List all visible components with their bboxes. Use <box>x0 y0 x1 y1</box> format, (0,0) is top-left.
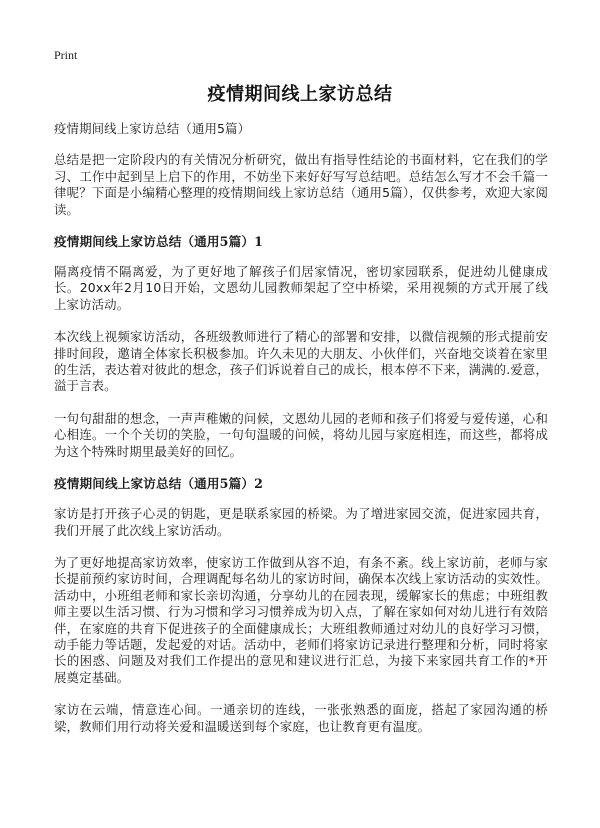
document-subtitle: 疫情期间线上家访总结（通用5篇） <box>54 121 251 136</box>
section-2-paragraph-2: 为了更好地提高家访效率，使家访工作做到从容不迫，有条不紊。线上家访前，老师与家长提前预约家访时间，合理调配每名幼儿的家访时间，确保本次线上家访活动的实效性。活动中，小班组老师和家长亲切沟通，分享幼儿的在园表现，缓解家长的焦虑；中班组教师主要以生活习惯、行为习惯和学习习惯养成为切入点，了解在家如何对幼儿进行有效陪伴，在家庭的共育下促进孩子的全面健康成长；大班组教师通过对幼儿的良好学习习惯，动手能力等话题，发起爱的对话。活动中，老师们将家访记录进行整理和分析，同时将家长的困惑、问题及对我们工作提出的意见和建议进行汇总，为接下来家园共育工作的*开展奠定基础。 <box>54 554 548 685</box>
section-2-paragraph-3: 家访在云端，情意连心间。一通亲切的连线，一张张熟悉的面庞，搭起了家园沟通的桥梁，教师们用行动将关爱和温暖送到每个家庭，也让教育更有温度。 <box>54 702 548 734</box>
section-2-paragraph-1: 家访是打开孩子心灵的钥匙，更是联系家园的桥梁。为了增进家园交流，促进家园共育，我们开展了此次线上家访活动。 <box>54 506 548 538</box>
section-heading-2: 疫情期间线上家访总结（通用5篇）2 <box>54 476 263 492</box>
document-title: 疫情期间线上家访总结 <box>207 84 393 105</box>
intro-paragraph: 总结是把一定阶段内的有关情况分析研究，做出有指导性结论的书面材料，它在我们的学习、工作中起到呈上启下的作用，不妨坐下来好好写写总结吧。总结怎么写才不会千篇一律呢？下面是小编精心整理的疫情期间线上家访总结（通用5篇），仅供参考，欢迎大家阅读。 <box>54 152 548 217</box>
section-1-paragraph-1: 隔离疫情不隔离爱，为了更好地了解孩子们居家情况，密切家园联系，促进幼儿健康成长。20xx年2月10日开始，文恩幼儿园教师架起了空中桥梁，采用视频的方式开展了线上家访活动。 <box>54 264 548 312</box>
document-body <box>54 121 548 751</box>
print-link[interactable]: Print <box>54 48 78 62</box>
section-1-paragraph-3: 一句句甜甜的想念，一声声稚嫩的问候，文恩幼儿园的老师和孩子们将爱与爱传递，心和心相连。一个个关切的笑脸，一句句温暖的问候，将幼儿园与家庭相连，而这些，都将成为这个特殊时期里最美好的回忆。 <box>54 410 548 459</box>
section-1-paragraph-2: 本次线上视频家访活动，各班级教师进行了精心的部署和安排，以微信视频的形式提前安排时间段，邀请全体家长积极参加。许久未见的大朋友、小伙伴们，兴奋地交谈着在家里的生活，表达着对彼此的想念，孩子们诉说着自己的成长，根本停不下来，满满的.爱意，溢于言表。 <box>54 329 548 394</box>
section-heading-1: 疫情期间线上家访总结（通用5篇）1 <box>54 234 263 250</box>
